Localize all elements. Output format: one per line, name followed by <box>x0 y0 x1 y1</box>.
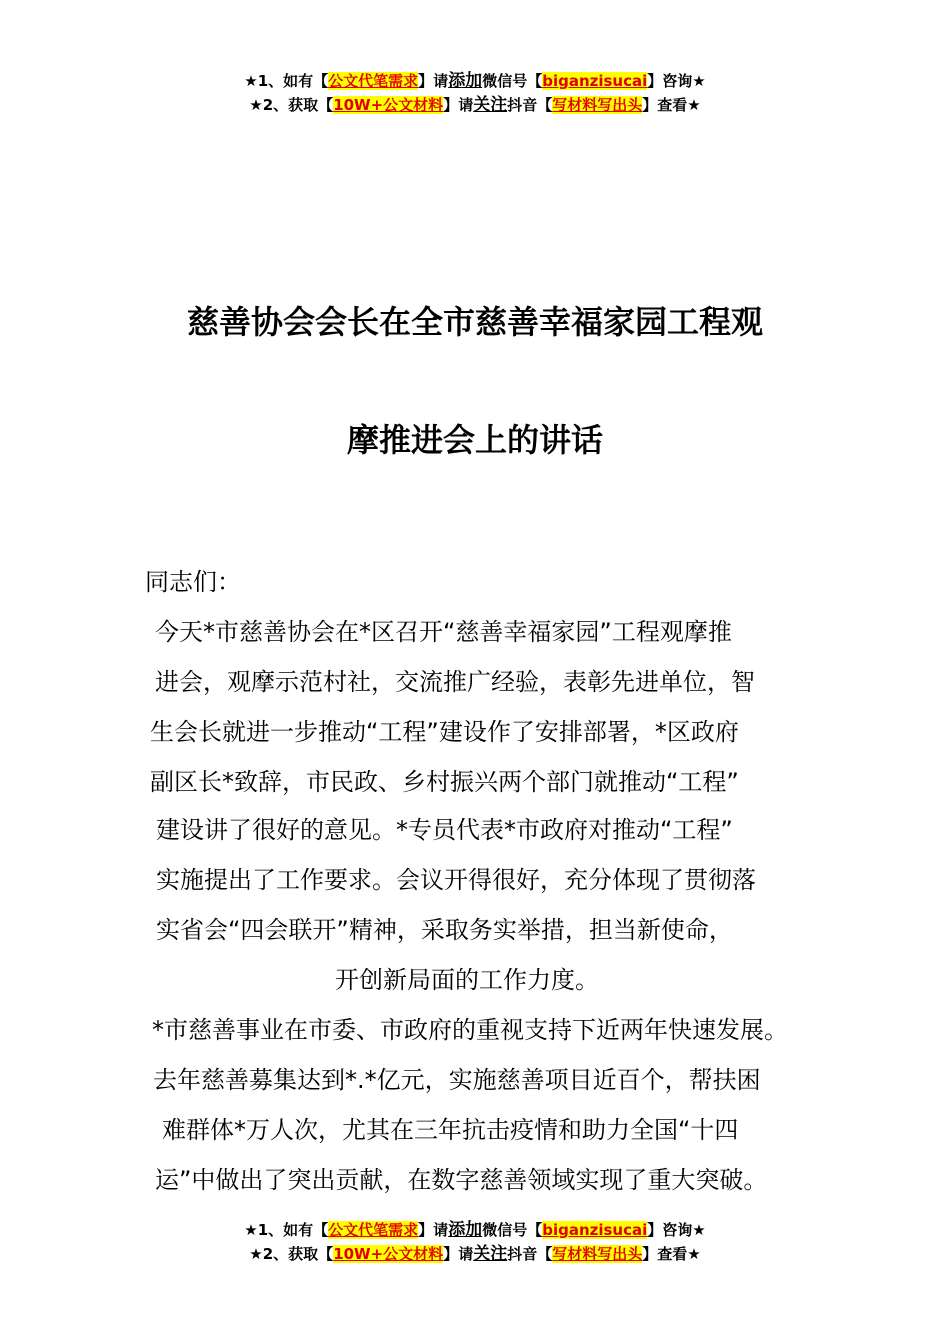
document-title-line2: 摩推进会上的讲话 <box>346 421 603 459</box>
promo-text: 】咨询★ <box>647 72 706 90</box>
promo-text: 】查看★ <box>642 1245 701 1263</box>
promo-highlight: 10W+公文材料 <box>333 96 444 114</box>
promo-text: ★2、获取【 <box>249 1245 334 1263</box>
body-line: 实省会“四会联开”精神，采取务实举措，担当新使命， <box>156 916 733 944</box>
promo-underline: 添加 <box>448 71 483 91</box>
promo-highlight: 10W+公文材料 <box>333 1245 444 1263</box>
promo-text: 抖音【 <box>507 1245 553 1263</box>
promo-highlight: 公文代笔需求 <box>328 72 419 90</box>
promo-banner-top-line1 <box>0 70 950 92</box>
body-line: 难群体*万人次，尤其在三年抗击疫情和助力全国“十四 <box>162 1116 739 1144</box>
promo-underline: 关注 <box>473 1244 508 1264</box>
promo-text: 微信号【 <box>482 72 543 90</box>
promo-highlight: biganzisucai <box>542 72 648 90</box>
promo-text: 】请 <box>418 1221 449 1239</box>
promo-text: 】查看★ <box>642 96 701 114</box>
promo-text: 】请 <box>443 1245 474 1263</box>
promo-banner-top-line2 <box>0 94 950 116</box>
promo-text: ★1、如有【 <box>244 72 329 90</box>
promo-text: 】请 <box>418 72 449 90</box>
body-line: 生会长就进一步推动“工程”建设作了安排部署，*区政府 <box>150 718 739 746</box>
document-title-line1: 慈善协会会长在全市慈善幸福家园工程观 <box>186 303 763 341</box>
promo-banner-bottom-line1 <box>0 1219 950 1241</box>
promo-text: 抖音【 <box>507 96 553 114</box>
promo-text: 】咨询★ <box>647 1221 706 1239</box>
body-line: 进会，观摩示范村社，交流推广经验，表彰先进单位，智 <box>155 668 755 696</box>
body-line: *市慈善事业在市委、市政府的重视支持下近两年快速发展。 <box>152 1016 788 1044</box>
body-line: 开创新局面的工作力度。 <box>335 966 599 994</box>
promo-text: 微信号【 <box>482 1221 543 1239</box>
promo-highlight: biganzisucai <box>542 1221 648 1239</box>
promo-underline: 添加 <box>448 1220 483 1240</box>
promo-highlight: 写材料写出头 <box>552 1245 643 1263</box>
promo-highlight: 公文代笔需求 <box>328 1221 419 1239</box>
promo-text: ★2、获取【 <box>249 96 334 114</box>
body-line: 同志们： <box>145 568 241 596</box>
promo-underline: 关注 <box>473 95 508 115</box>
body-line: 建设讲了很好的意见。*专员代表*市政府对推动“工程” <box>156 816 733 844</box>
body-line: 去年慈善募集达到*.*亿元，实施慈善项目近百个，帮扶困 <box>153 1066 761 1094</box>
promo-banner-bottom-line2 <box>0 1243 950 1265</box>
body-line: 今天*市慈善协会在*区召开“慈善幸福家园”工程观摩推 <box>155 618 732 646</box>
body-line: 运”中做出了突出贡献，在数字慈善领域实现了重大突破。 <box>155 1166 768 1194</box>
body-line: 实施提出了工作要求。会议开得很好，充分体现了贯彻落 <box>156 866 756 894</box>
promo-text: ★1、如有【 <box>244 1221 329 1239</box>
body-line: 副区长*致辞，市民政、乡村振兴两个部门就推动“工程” <box>150 768 739 796</box>
promo-text: 】请 <box>443 96 474 114</box>
promo-highlight: 写材料写出头 <box>552 96 643 114</box>
